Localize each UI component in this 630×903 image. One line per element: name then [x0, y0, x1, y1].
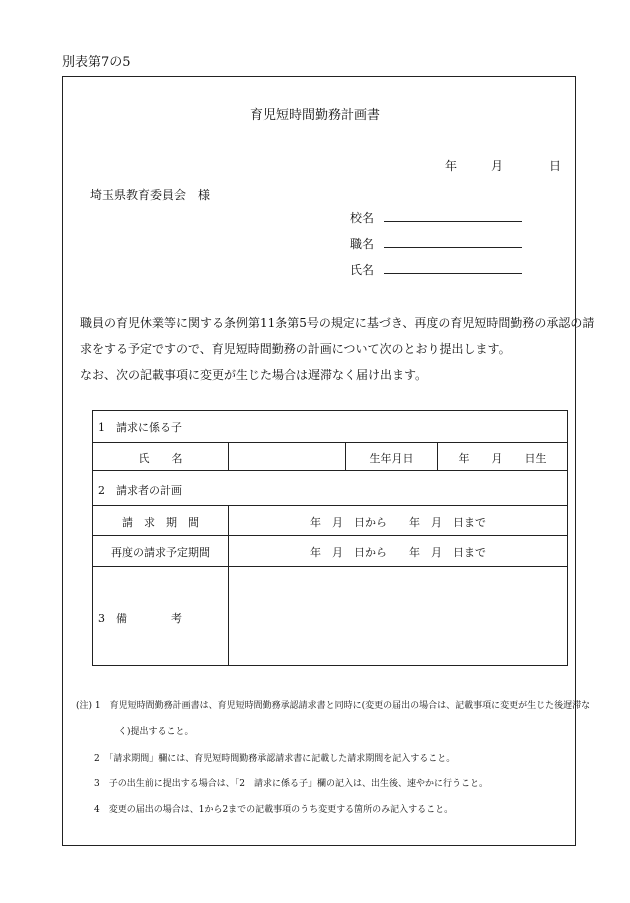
- child-name-input[interactable]: [229, 443, 345, 469]
- note-2: 2 「請求期間」欄には、育児短時間勤務承認請求書に記載した請求期間を記入すること。: [94, 754, 456, 764]
- body-line-3: なお、次の記載事項に変更が生じた場合は遅滞なく届け出ます。: [80, 368, 428, 382]
- section-1-label: 1 請求に係る子: [98, 421, 182, 434]
- position-label: 職名: [350, 237, 375, 251]
- period-value[interactable]: 年 月 日から 年 月 日まで: [310, 516, 486, 529]
- name-label: 氏名: [350, 263, 375, 277]
- school-field[interactable]: [384, 221, 522, 222]
- period-label: 請 求 期 間: [122, 516, 199, 529]
- document-title: 育児短時間勤務計画書: [249, 108, 380, 123]
- note-1-line-1: (注) 1 育児短時間勤務計画書は、育児短時間勤務承認請求書と同時に(変更の届出の場合は、記載事項に変更が生じた後遅滞な: [76, 701, 591, 711]
- date-month: 月: [491, 159, 504, 173]
- birth-label: 生年月日: [369, 452, 414, 465]
- body-line-1: 職員の育児休業等に関する条例第11条第5号の規定に基づき、再度の育児短時間勤務の承認の請: [80, 316, 595, 330]
- date-day: 日: [549, 159, 562, 173]
- body-line-2: 求をする予定ですので、育児短時間勤務の計画について次のとおり提出します。: [80, 342, 511, 356]
- position-field[interactable]: [384, 247, 522, 248]
- appendix-label: 別表第7の5: [62, 55, 131, 70]
- note-4: 4 変更の届出の場合は、1から2までの記載事項のうち変更する箇所のみ記入すること。: [94, 805, 454, 815]
- child-name-label: 氏 名: [138, 452, 183, 465]
- note-1-line-2: く)提出すること。: [118, 727, 194, 737]
- remarks-input[interactable]: [229, 567, 567, 665]
- school-label: 校名: [350, 211, 375, 225]
- re-period-value[interactable]: 年 月 日から 年 月 日まで: [310, 546, 486, 559]
- name-field[interactable]: [384, 273, 522, 274]
- re-period-label: 再度の請求予定期間: [111, 546, 210, 559]
- addressee: 埼玉県教育委員会 様: [90, 188, 211, 202]
- birth-value[interactable]: 年 月 日生: [458, 452, 547, 465]
- remarks-label: 3 備 考: [98, 612, 182, 625]
- date-year: 年: [445, 159, 458, 173]
- note-3: 3 子の出生前に提出する場合は、「2 請求に係る子」欄の記入は、出生後、速やかに行うこと。: [94, 779, 488, 789]
- section-2-label: 2 請求者の計画: [98, 484, 182, 497]
